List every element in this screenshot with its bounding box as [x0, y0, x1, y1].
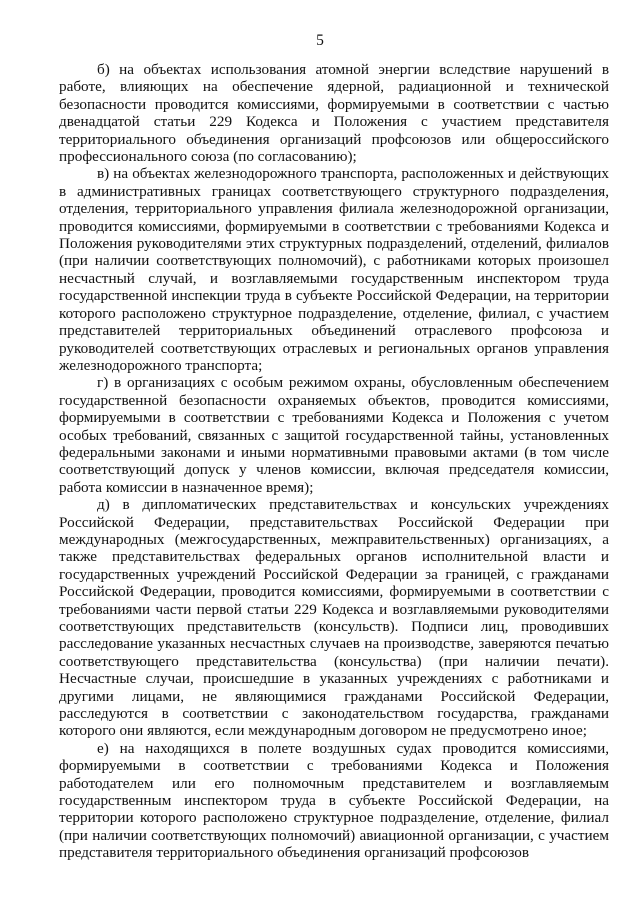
document-body: [59, 61, 609, 862]
paragraph-d: д) в дипломатических представительствах и консульских учреждениях Российской Федерации, представительствах Российской Федерации при международных (межгосударственных, межправительственных) организациях, а также представительствах федеральных органов исполнительной власти и государственных учреждений Российской Федерации за границей, с гражданами Российской Федерации, проводится комиссиями, формируемыми в соответствии с требованиями части первой статьи 229 Кодекса и возглавляемыми руководителями соответствующих представительств (консульств). Подписи лиц, проводивших расследование указанных несчастных случаев на производстве, заверяются печатью соответствующего представительства (консульства) (при наличии печати). Несчастные случаи, происшедшие в указанных учреждениях с работниками и другими лицами, не являющимися гражданами Российской Федерации, расследуются в соответствии с законодательством государства, гражданами которого они являются, если международным договором не предусмотрено иное;: [59, 496, 609, 740]
page-number: 5: [316, 32, 324, 49]
paragraph-g: г) в организациях с особым режимом охраны, обусловленным обеспечением государственной безопасности охраняемых объектов, проводится комиссиями, формируемыми в соответствии с требованиями Кодекса и Положения с учетом особых требований, связанных с защитой государственной тайны, установленных федеральными законами и иными нормативными правовыми актами (в том числе соответствующий допуск у членов комиссии, включая председателя комиссии, работа комиссии в назначенное время);: [59, 374, 609, 496]
paragraph-b: б) на объектах использования атомной энергии вследствие нарушений в работе, влияющих на обеспечение ядерной, радиационной и технической безопасности проводится комиссиями, формируемыми в соответствии с частью двенадцатой статьи 229 Кодекса и Положения с участием представителя территориального объединения организаций профсоюзов или общероссийского профессионального союза (по согласованию);: [59, 61, 609, 166]
paragraph-v: в) на объектах железнодорожного транспорта, расположенных и действующих в административных границах соответствующего структурного подразделения, отделения, территориального управления филиала железнодорожной организации, проводится комиссиями, формируемыми в соответствии с требованиями Кодекса и Положения руководителями этих структурных подразделений, отделений, филиалов (при наличии соответствующих полномочий), с работниками которых произошел несчастный случай, и возглавляемыми государственным инспектором труда государственной инспекции труда в субъекте Российской Федерации, на территории которого расположено структурное подразделение, отделение, филиал, с участием представителей территориальных объединений отраслевого профсоюза и руководителей соответствующих отраслевых и региональных органов управления железнодорожного транспорта;: [59, 165, 609, 374]
paragraph-e: е) на находящихся в полете воздушных судах проводится комиссиями, формируемыми в соответствии с требованиями Кодекса и Положения работодателем или его полномочным представителем и возглавляемым государственным инспектором труда в субъекте Российской Федерации, на территории которого расположено структурное подразделение, отделение, филиал (при наличии соответствующих полномочий) авиационной организации, с участием представителя территориального объединения организаций профсоюзов: [59, 739, 609, 862]
